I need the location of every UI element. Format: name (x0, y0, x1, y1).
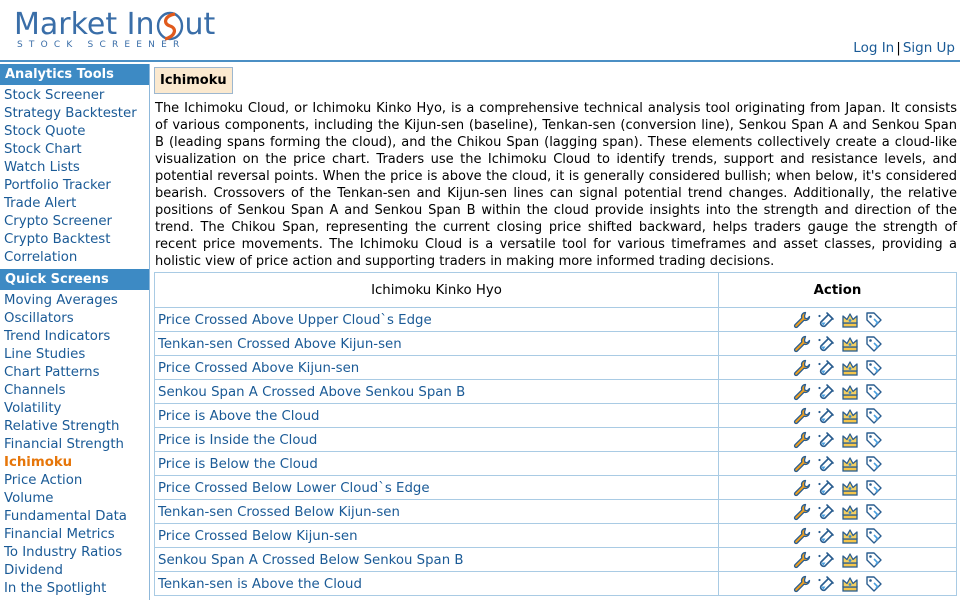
sidebar-link[interactable]: To Industry Ratios (4, 545, 123, 560)
analytics-tools-list (0, 85, 149, 269)
wrench-icon[interactable] (792, 358, 812, 378)
sidebar-link[interactable]: Stock Chart (4, 142, 82, 157)
signup-link[interactable]: Sign Up (902, 40, 955, 56)
sidebar-item-price-action[interactable] (4, 472, 149, 490)
test-tube-icon[interactable] (816, 454, 836, 474)
screen-name-cell (155, 380, 719, 404)
logo-text-right: ut (184, 7, 216, 42)
test-tube-icon[interactable] (816, 478, 836, 498)
crown-icon[interactable] (840, 502, 860, 522)
sidebar-link[interactable]: Price Action (4, 473, 83, 488)
login-link[interactable]: Log In (853, 40, 895, 56)
crown-icon[interactable] (840, 478, 860, 498)
sidebar-link[interactable]: Correlation (4, 250, 78, 265)
sidebar-item-moving-averages[interactable] (4, 292, 149, 310)
action-cell (719, 380, 957, 404)
alert-tag-icon[interactable] (864, 502, 884, 522)
screen-name-cell (155, 404, 719, 428)
sidebar-item-relative-strength[interactable] (4, 418, 149, 436)
table-row (155, 548, 957, 572)
table-row (155, 500, 957, 524)
wrench-icon[interactable] (792, 502, 812, 522)
screen-link-senkou-span-a-crossed-above-senkou-span-b[interactable]: Senkou Span A Crossed Above Senkou Span B (158, 385, 466, 400)
sidebar-link[interactable]: Watch Lists (4, 160, 80, 175)
screen-name-cell (155, 524, 719, 548)
wrench-icon[interactable] (792, 430, 812, 450)
logo-o-icon (155, 8, 185, 42)
header (0, 0, 960, 62)
crown-icon[interactable] (840, 382, 860, 402)
screen-name-cell (155, 572, 719, 596)
sidebar-item-to-industry-ratios[interactable] (4, 544, 149, 562)
sidebar-item-oscillators[interactable] (4, 310, 149, 328)
wrench-icon[interactable] (792, 406, 812, 426)
screen-name-cell (155, 332, 719, 356)
table-row (155, 308, 957, 332)
action-cell (719, 476, 957, 500)
screens-table (154, 272, 957, 596)
screen-name-cell (155, 452, 719, 476)
action-cell (719, 452, 957, 476)
alert-tag-icon[interactable] (864, 430, 884, 450)
sidebar-link[interactable]: Fundamental Data (4, 509, 127, 524)
table-row (155, 524, 957, 548)
sidebar-item-dividend[interactable] (4, 562, 149, 580)
sidebar-item-chart-patterns[interactable] (4, 364, 149, 382)
wrench-icon[interactable] (792, 478, 812, 498)
sidebar-link[interactable]: Crypto Screener (4, 214, 112, 229)
table-row (155, 380, 957, 404)
wrench-icon[interactable] (792, 574, 812, 594)
column-header-action: Action (719, 273, 957, 308)
screen-link-senkou-span-a-crossed-below-senkou-span-b[interactable]: Senkou Span A Crossed Below Senkou Span B (158, 553, 464, 568)
table-row (155, 404, 957, 428)
sidebar-item-volume[interactable] (4, 490, 149, 508)
alert-tag-icon[interactable] (864, 406, 884, 426)
screen-name-cell (155, 356, 719, 380)
test-tube-icon[interactable] (816, 502, 836, 522)
sidebar-item-strategy-backtester[interactable] (4, 105, 149, 123)
screen-name-cell (155, 500, 719, 524)
sidebar-item-stock-quote[interactable] (4, 123, 149, 141)
test-tube-icon[interactable] (816, 310, 836, 330)
sidebar (0, 64, 150, 600)
sidebar-link[interactable]: Volume (4, 491, 54, 506)
test-tube-icon[interactable] (816, 382, 836, 402)
table-row (155, 332, 957, 356)
sidebar-item-in-the-spotlight[interactable] (4, 580, 149, 598)
wrench-icon[interactable] (792, 550, 812, 570)
logo-tagline: STOCK SCREENER (17, 40, 186, 50)
wrench-icon[interactable] (792, 334, 812, 354)
quick-screens-list (0, 290, 149, 600)
sidebar-item-crypto-screener[interactable] (4, 213, 149, 231)
table-row (155, 572, 957, 596)
screen-link-price-is-inside-the-cloud[interactable]: Price is Inside the Cloud (158, 433, 318, 448)
sidebar-link[interactable]: Crypto Backtest (4, 232, 111, 247)
action-cell (719, 524, 957, 548)
main-content (154, 67, 957, 596)
sidebar-link[interactable]: In the Spotlight (4, 581, 107, 596)
sidebar-item-ichimoku[interactable] (4, 454, 149, 472)
screen-link-price-crossed-below-kijun-sen[interactable]: Price Crossed Below Kijun-sen (158, 529, 358, 544)
table-row (155, 428, 957, 452)
screen-link-tenkan-sen-is-above-the-cloud[interactable]: Tenkan-sen is Above the Cloud (158, 577, 362, 592)
action-cell (719, 332, 957, 356)
auth-links (853, 40, 955, 56)
sidebar-link[interactable]: Relative Strength (4, 419, 120, 434)
crown-icon[interactable] (840, 430, 860, 450)
alert-tag-icon[interactable] (864, 574, 884, 594)
table-header-row (155, 273, 957, 308)
table-row (155, 452, 957, 476)
sidebar-item-portfolio-tracker[interactable] (4, 177, 149, 195)
sidebar-item-crypto-backtest[interactable] (4, 231, 149, 249)
screen-link-price-is-below-the-cloud[interactable]: Price is Below the Cloud (158, 457, 318, 472)
action-cell (719, 428, 957, 452)
screen-link-tenkan-sen-crossed-below-kijun-sen[interactable]: Tenkan-sen Crossed Below Kijun-sen (158, 505, 400, 520)
analytics-tools-heading: Analytics Tools (0, 64, 149, 85)
crown-icon[interactable] (840, 550, 860, 570)
action-cell (719, 308, 957, 332)
sidebar-link[interactable]: Channels (4, 383, 66, 398)
test-tube-icon[interactable] (816, 574, 836, 594)
sidebar-link[interactable]: Oscillators (4, 311, 74, 326)
test-tube-icon[interactable] (816, 430, 836, 450)
sidebar-item-financial-strength[interactable] (4, 436, 149, 454)
alert-tag-icon[interactable] (864, 310, 884, 330)
sidebar-item-trade-alert[interactable] (4, 195, 149, 213)
crown-icon[interactable] (840, 358, 860, 378)
screen-link-price-crossed-below-lower-cloud-s-edge[interactable]: Price Crossed Below Lower Cloud`s Edge (158, 481, 430, 496)
sidebar-link[interactable]: Portfolio Tracker (4, 178, 111, 193)
action-cell (719, 548, 957, 572)
sidebar-link[interactable]: Trend Indicators (4, 329, 111, 344)
sidebar-item-stock-chart[interactable] (4, 141, 149, 159)
logo-text-left: Market In (14, 7, 155, 42)
sidebar-link[interactable]: Ichimoku (4, 455, 73, 470)
screen-link-tenkan-sen-crossed-above-kijun-sen[interactable]: Tenkan-sen Crossed Above Kijun-sen (158, 337, 402, 352)
sidebar-item-financial-metrics[interactable] (4, 526, 149, 544)
action-cell (719, 500, 957, 524)
sidebar-link[interactable]: Stock Quote (4, 124, 86, 139)
test-tube-icon[interactable] (816, 406, 836, 426)
sidebar-item-correlation[interactable] (4, 249, 149, 267)
crown-icon[interactable] (840, 454, 860, 474)
sidebar-link[interactable]: Line Studies (4, 347, 86, 362)
sidebar-link[interactable]: Dividend (4, 563, 63, 578)
sidebar-link[interactable]: Financial Metrics (4, 527, 115, 542)
crown-icon[interactable] (840, 310, 860, 330)
sidebar-link[interactable]: Moving Averages (4, 293, 118, 308)
screen-name-cell (155, 548, 719, 572)
action-cell (719, 572, 957, 596)
sidebar-item-fundamental-data[interactable] (4, 508, 149, 526)
screen-name-cell (155, 308, 719, 332)
crown-icon[interactable] (840, 334, 860, 354)
alert-tag-icon[interactable] (864, 550, 884, 570)
column-header-name: Ichimoku Kinko Hyo (155, 273, 719, 308)
crown-icon[interactable] (840, 406, 860, 426)
table-row (155, 476, 957, 500)
test-tube-icon[interactable] (816, 550, 836, 570)
screen-link-price-crossed-above-kijun-sen[interactable]: Price Crossed Above Kijun-sen (158, 361, 360, 376)
screen-name-cell (155, 476, 719, 500)
wrench-icon[interactable] (792, 310, 812, 330)
screen-link-price-crossed-above-upper-cloud-s-edge[interactable]: Price Crossed Above Upper Cloud`s Edge (158, 313, 432, 328)
crown-icon[interactable] (840, 526, 860, 546)
sidebar-item-stock-screener[interactable] (4, 87, 149, 105)
sidebar-item-watch-lists[interactable] (4, 159, 149, 177)
alert-tag-icon[interactable] (864, 478, 884, 498)
test-tube-icon[interactable] (816, 526, 836, 546)
page-title: Ichimoku (154, 67, 233, 94)
action-cell (719, 356, 957, 380)
wrench-icon[interactable] (792, 382, 812, 402)
screen-name-cell (155, 428, 719, 452)
alert-tag-icon[interactable] (864, 358, 884, 378)
test-tube-icon[interactable] (816, 334, 836, 354)
sidebar-link[interactable]: Volatility (4, 401, 62, 416)
auth-separator: | (896, 40, 901, 56)
page-description: The Ichimoku Cloud, or Ichimoku Kinko Hyo, is a comprehensive technical analysis tool originating from Japan. It consists of various components, including the Kijun-sen (baseline), Tenkan-sen (conversion line), Senkou Span A and Senkou Span B (leading spans forming the cloud), and the Chikou Span (lagging span). These elements collectively create a cloud-like visualization on the price chart. Traders use the Ichimoku Cloud to identify trends, support and resistance levels, and potential reversal points. When the price is above the cloud, it is generally considered bullish; when below, it's considered bearish. Crossovers of the Tenkan-sen and Kijun-sen lines can signal potential trend changes. Additionally, the relative positions of Senkou Span A and Senkou Span B within the cloud provide insights into the strength and direction of the trend. The Chikou Span, representing the current closing price shifted backward, helps traders gauge the strength of recent price movements. The Ichimoku Cloud is a versatile tool for various timeframes and asset classes, providing a holistic view of price action and supporting traders in making more informed trading decisions. (155, 101, 957, 269)
sidebar-item-channels[interactable] (4, 382, 149, 400)
test-tube-icon[interactable] (816, 358, 836, 378)
sidebar-item-line-studies[interactable] (4, 346, 149, 364)
logo[interactable] (14, 8, 215, 50)
wrench-icon[interactable] (792, 526, 812, 546)
alert-tag-icon[interactable] (864, 526, 884, 546)
crown-icon[interactable] (840, 574, 860, 594)
wrench-icon[interactable] (792, 454, 812, 474)
logo-wordmark (14, 8, 215, 42)
sidebar-link[interactable]: Chart Patterns (4, 365, 100, 380)
alert-tag-icon[interactable] (864, 334, 884, 354)
quick-screens-heading: Quick Screens (0, 269, 149, 290)
sidebar-link[interactable]: Stock Screener (4, 88, 105, 103)
screen-link-price-is-above-the-cloud[interactable]: Price is Above the Cloud (158, 409, 320, 424)
action-cell (719, 404, 957, 428)
sidebar-link[interactable]: Strategy Backtester (4, 106, 137, 121)
sidebar-item-trend-indicators[interactable] (4, 328, 149, 346)
sidebar-link[interactable]: Trade Alert (4, 196, 77, 211)
sidebar-link[interactable]: Financial Strength (4, 437, 124, 452)
table-row (155, 356, 957, 380)
sidebar-item-volatility[interactable] (4, 400, 149, 418)
alert-tag-icon[interactable] (864, 382, 884, 402)
alert-tag-icon[interactable] (864, 454, 884, 474)
